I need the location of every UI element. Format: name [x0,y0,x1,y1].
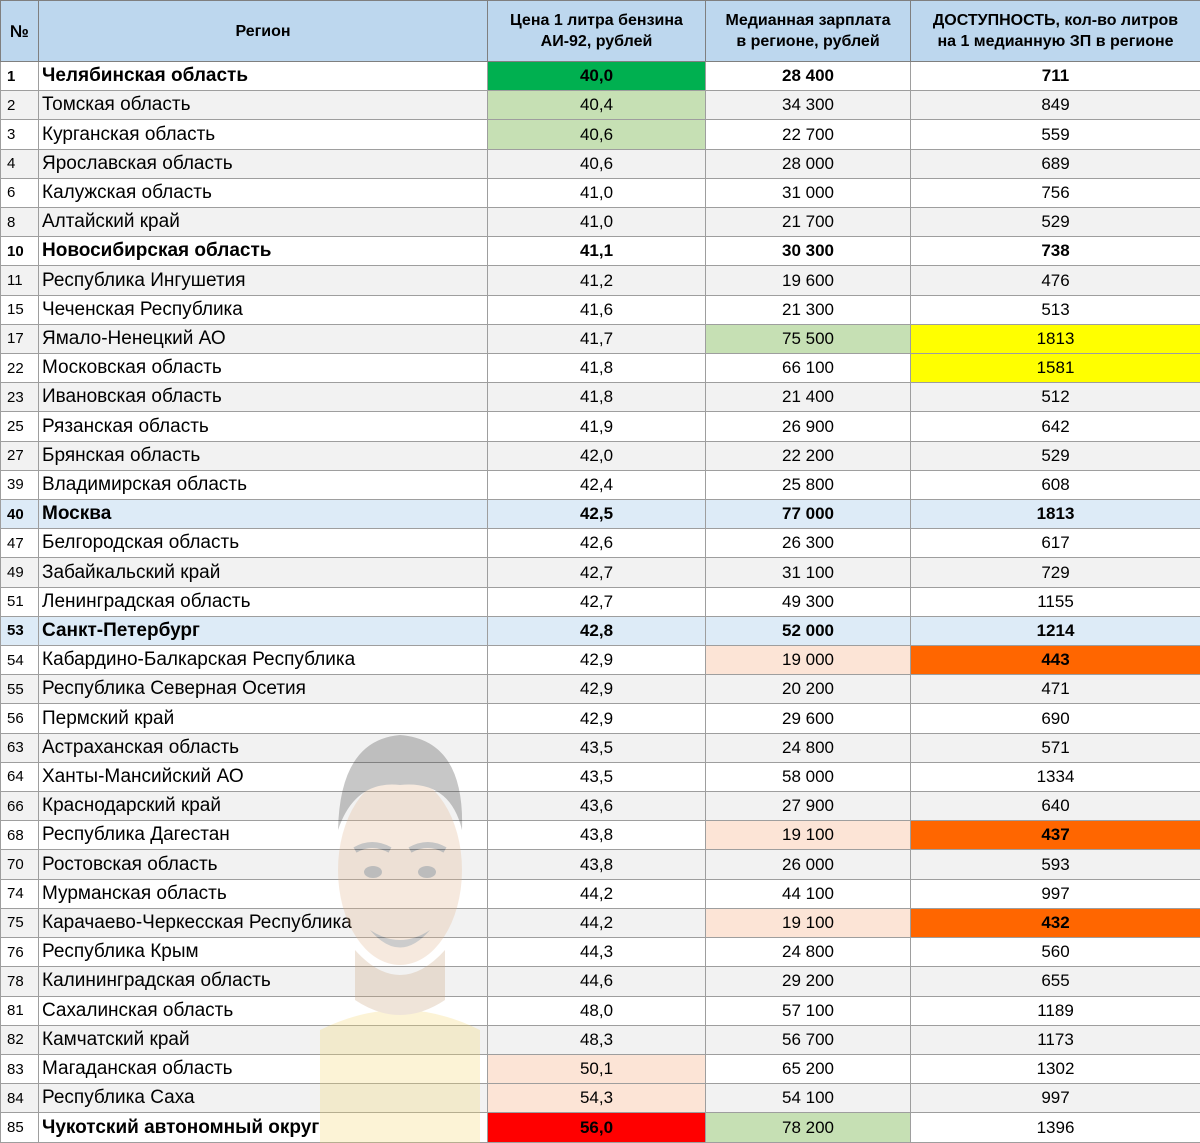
salary-cell[interactable]: 26 000 [706,850,911,879]
region-cell[interactable]: Республика Саха [39,1084,488,1113]
header-access-line-1: ДОСТУПНОСТЬ, кол-во литров [932,12,1179,29]
price-cell[interactable]: 56,0 [488,1113,706,1143]
price-cell[interactable]: 41,8 [488,383,706,412]
row-number-cell[interactable]: 85 [1,1113,39,1143]
header-price[interactable] [488,1,706,62]
header-region[interactable]: Регион [39,1,488,62]
salary-cell[interactable]: 19 600 [706,266,911,295]
accessibility-cell[interactable]: 729 [911,558,1200,587]
table-row [1,266,1200,295]
region-cell[interactable]: Брянская область [39,441,488,470]
accessibility-cell[interactable]: 711 [911,62,1200,91]
salary-cell[interactable]: 24 800 [706,938,911,967]
table-row [1,587,1200,616]
region-cell[interactable]: Республика Крым [39,938,488,967]
row-number-cell[interactable]: 1 [1,62,39,91]
header-price-line-1: Цена 1 литра бензина [510,12,683,29]
accessibility-cell[interactable]: 476 [911,266,1200,295]
price-cell[interactable]: 48,0 [488,996,706,1025]
table-row [1,208,1200,237]
price-cell[interactable]: 44,3 [488,938,706,967]
table-row [1,383,1200,412]
row-number-cell[interactable]: 10 [1,237,39,266]
header-salary-line-1: Медианная зарплата [725,12,891,29]
region-cell[interactable]: Краснодарский край [39,792,488,821]
price-cell[interactable]: 40,6 [488,149,706,178]
region-cell[interactable]: Владимирская область [39,470,488,499]
accessibility-cell[interactable]: 655 [911,967,1200,996]
accessibility-cell[interactable]: 593 [911,850,1200,879]
table-row [1,412,1200,441]
salary-cell[interactable]: 57 100 [706,996,911,1025]
accessibility-cell[interactable]: 1173 [911,1025,1200,1054]
accessibility-cell[interactable]: 1813 [911,324,1200,353]
row-number-cell[interactable]: 66 [1,792,39,821]
salary-cell[interactable]: 28 400 [706,62,911,91]
salary-cell[interactable]: 19 100 [706,821,911,850]
accessibility-cell[interactable]: 997 [911,1084,1200,1113]
price-cell[interactable]: 42,8 [488,616,706,645]
row-number-cell[interactable]: 56 [1,704,39,733]
region-cell[interactable]: Рязанская область [39,412,488,441]
accessibility-cell[interactable]: 513 [911,295,1200,324]
header-salary[interactable] [706,1,911,62]
row-number-cell[interactable]: 54 [1,646,39,675]
accessibility-cell[interactable]: 571 [911,733,1200,762]
row-number-cell[interactable]: 74 [1,879,39,908]
accessibility-cell[interactable]: 529 [911,208,1200,237]
price-cell[interactable]: 42,0 [488,441,706,470]
salary-cell[interactable]: 30 300 [706,237,911,266]
region-cell[interactable]: Ханты-Мансийский АО [39,762,488,791]
header-row [1,1,1200,62]
header-salary-line-2: в регионе, рублей [736,33,880,50]
accessibility-cell[interactable]: 471 [911,675,1200,704]
salary-cell[interactable]: 19 100 [706,908,911,937]
region-cell[interactable]: Ямало-Ненецкий АО [39,324,488,353]
price-cell[interactable]: 41,8 [488,354,706,383]
region-cell[interactable]: Республика Дагестан [39,821,488,850]
accessibility-cell[interactable]: 640 [911,792,1200,821]
row-number-cell[interactable]: 23 [1,383,39,412]
row-number-cell[interactable]: 78 [1,967,39,996]
row-number-cell[interactable]: 40 [1,500,39,529]
table-row [1,354,1200,383]
table-row [1,646,1200,675]
table-row [1,441,1200,470]
accessibility-cell[interactable]: 690 [911,704,1200,733]
table-row [1,1025,1200,1054]
region-cell[interactable]: Ленинградская область [39,587,488,616]
salary-cell[interactable]: 29 200 [706,967,911,996]
accessibility-cell[interactable]: 432 [911,908,1200,937]
price-cell[interactable]: 43,5 [488,762,706,791]
salary-cell[interactable]: 21 700 [706,208,911,237]
accessibility-cell[interactable]: 512 [911,383,1200,412]
row-number-cell[interactable]: 75 [1,908,39,937]
price-cell[interactable]: 40,6 [488,120,706,149]
region-cell[interactable]: Пермский край [39,704,488,733]
accessibility-cell[interactable]: 617 [911,529,1200,558]
region-cell[interactable]: Мурманская область [39,879,488,908]
table-row [1,1113,1200,1143]
accessibility-cell[interactable]: 437 [911,821,1200,850]
price-cell[interactable]: 42,9 [488,646,706,675]
table-row [1,996,1200,1025]
row-number-cell[interactable]: 83 [1,1054,39,1083]
region-cell[interactable]: Ростовская область [39,850,488,879]
region-cell[interactable]: Калужская область [39,178,488,207]
price-cell[interactable]: 41,2 [488,266,706,295]
price-cell[interactable]: 41,0 [488,178,706,207]
salary-cell[interactable]: 19 000 [706,646,911,675]
accessibility-cell[interactable]: 642 [911,412,1200,441]
region-cell[interactable]: Сахалинская область [39,996,488,1025]
price-cell[interactable]: 41,9 [488,412,706,441]
accessibility-cell[interactable]: 738 [911,237,1200,266]
salary-cell[interactable]: 52 000 [706,616,911,645]
table-row [1,792,1200,821]
accessibility-cell[interactable]: 1155 [911,587,1200,616]
region-cell[interactable]: Ярославская область [39,149,488,178]
region-cell[interactable]: Кабардино-Балкарская Республика [39,646,488,675]
table-row [1,879,1200,908]
accessibility-cell[interactable]: 1189 [911,996,1200,1025]
accessibility-cell[interactable]: 1813 [911,500,1200,529]
table-row [1,850,1200,879]
price-cell[interactable]: 42,5 [488,500,706,529]
row-number-cell[interactable]: 70 [1,850,39,879]
row-number-cell[interactable]: 49 [1,558,39,587]
price-cell[interactable]: 43,5 [488,733,706,762]
salary-cell[interactable]: 75 500 [706,324,911,353]
row-number-cell[interactable]: 27 [1,441,39,470]
region-cell[interactable]: Республика Ингушетия [39,266,488,295]
region-cell[interactable]: Челябинская область [39,62,488,91]
salary-cell[interactable]: 26 900 [706,412,911,441]
accessibility-cell[interactable]: 1581 [911,354,1200,383]
salary-cell[interactable]: 56 700 [706,1025,911,1054]
salary-cell[interactable]: 27 900 [706,792,911,821]
region-cell[interactable]: Забайкальский край [39,558,488,587]
price-cell[interactable]: 40,0 [488,62,706,91]
region-cell[interactable]: Астраханская область [39,733,488,762]
row-number-cell[interactable]: 84 [1,1084,39,1113]
table-row [1,500,1200,529]
row-number-cell[interactable]: 55 [1,675,39,704]
region-cell[interactable]: Республика Северная Осетия [39,675,488,704]
row-number-cell[interactable]: 68 [1,821,39,850]
salary-cell[interactable]: 31 100 [706,558,911,587]
row-number-cell[interactable]: 3 [1,120,39,149]
salary-cell[interactable]: 21 300 [706,295,911,324]
price-cell[interactable]: 41,1 [488,237,706,266]
table-row [1,821,1200,850]
region-cell[interactable]: Курганская область [39,120,488,149]
price-cell[interactable]: 42,4 [488,470,706,499]
row-number-cell[interactable]: 81 [1,996,39,1025]
table-row [1,529,1200,558]
table-row [1,675,1200,704]
accessibility-cell[interactable]: 689 [911,149,1200,178]
salary-cell[interactable]: 24 800 [706,733,911,762]
table-row [1,558,1200,587]
row-number-cell[interactable]: 76 [1,938,39,967]
row-number-cell[interactable]: 63 [1,733,39,762]
price-cell[interactable]: 42,6 [488,529,706,558]
row-number-cell[interactable]: 25 [1,412,39,441]
row-number-cell[interactable]: 51 [1,587,39,616]
region-cell[interactable]: Ивановская область [39,383,488,412]
salary-cell[interactable]: 20 200 [706,675,911,704]
accessibility-cell[interactable]: 1334 [911,762,1200,791]
accessibility-cell[interactable]: 560 [911,938,1200,967]
row-number-cell[interactable]: 2 [1,91,39,120]
accessibility-cell[interactable]: 997 [911,879,1200,908]
salary-cell[interactable]: 22 700 [706,120,911,149]
price-cell[interactable]: 41,0 [488,208,706,237]
price-cell[interactable]: 54,3 [488,1084,706,1113]
salary-cell[interactable]: 49 300 [706,587,911,616]
price-cell[interactable]: 41,7 [488,324,706,353]
salary-cell[interactable]: 22 200 [706,441,911,470]
row-number-cell[interactable]: 53 [1,616,39,645]
salary-cell[interactable]: 78 200 [706,1113,911,1143]
salary-cell[interactable]: 28 000 [706,149,911,178]
price-cell[interactable]: 44,2 [488,908,706,937]
accessibility-cell[interactable]: 1396 [911,1113,1200,1143]
region-cell[interactable]: Москва [39,500,488,529]
salary-cell[interactable]: 66 100 [706,354,911,383]
row-number-cell[interactable]: 4 [1,149,39,178]
accessibility-cell[interactable]: 849 [911,91,1200,120]
row-number-cell[interactable]: 11 [1,266,39,295]
region-cell[interactable]: Камчатский край [39,1025,488,1054]
table-row [1,908,1200,937]
salary-cell[interactable]: 25 800 [706,470,911,499]
row-number-cell[interactable]: 39 [1,470,39,499]
table-row [1,324,1200,353]
salary-cell[interactable]: 26 300 [706,529,911,558]
region-cell[interactable]: Магаданская область [39,1054,488,1083]
row-number-cell[interactable]: 82 [1,1025,39,1054]
region-cell[interactable]: Карачаево-Черкесская Республика [39,908,488,937]
accessibility-cell[interactable]: 529 [911,441,1200,470]
region-cell[interactable]: Калининградская область [39,967,488,996]
salary-cell[interactable]: 44 100 [706,879,911,908]
price-cell[interactable]: 48,3 [488,1025,706,1054]
region-cell[interactable]: Чеченская Республика [39,295,488,324]
price-cell[interactable]: 42,9 [488,675,706,704]
price-cell[interactable]: 43,6 [488,792,706,821]
table-row [1,91,1200,120]
region-cell[interactable]: Чукотский автономный округ [39,1113,488,1143]
salary-cell[interactable]: 77 000 [706,500,911,529]
table-row [1,237,1200,266]
salary-cell[interactable]: 34 300 [706,91,911,120]
price-cell[interactable]: 44,2 [488,879,706,908]
header-accessibility[interactable] [911,1,1200,62]
salary-cell[interactable]: 54 100 [706,1084,911,1113]
table-row [1,762,1200,791]
row-number-cell[interactable]: 47 [1,529,39,558]
header-number[interactable]: № [1,1,39,62]
row-number-cell[interactable]: 64 [1,762,39,791]
region-cell[interactable]: Санкт-Петербург [39,616,488,645]
table-row [1,178,1200,207]
region-cell[interactable]: Новосибирская область [39,237,488,266]
table-row [1,1054,1200,1083]
price-cell[interactable]: 40,4 [488,91,706,120]
accessibility-cell[interactable]: 443 [911,646,1200,675]
table-row [1,149,1200,178]
salary-cell[interactable]: 21 400 [706,383,911,412]
header-price-line-2: АИ-92, рублей [540,33,653,50]
price-cell[interactable]: 42,7 [488,558,706,587]
accessibility-cell[interactable]: 756 [911,178,1200,207]
region-cell[interactable]: Белгородская область [39,529,488,558]
accessibility-cell[interactable]: 1302 [911,1054,1200,1083]
price-cell[interactable]: 50,1 [488,1054,706,1083]
table-row [1,295,1200,324]
row-number-cell[interactable]: 6 [1,178,39,207]
table-row [1,704,1200,733]
table-body [1,62,1200,1143]
header-access-line-2: на 1 медианную ЗП в регионе [937,33,1174,50]
table-row [1,967,1200,996]
salary-cell[interactable]: 31 000 [706,178,911,207]
region-cell[interactable]: Московская область [39,354,488,383]
accessibility-cell[interactable]: 1214 [911,616,1200,645]
region-cell[interactable]: Томская область [39,91,488,120]
price-cell[interactable]: 42,7 [488,587,706,616]
price-cell[interactable]: 43,8 [488,821,706,850]
accessibility-cell[interactable]: 608 [911,470,1200,499]
table-row [1,62,1200,91]
row-number-cell[interactable]: 8 [1,208,39,237]
price-cell[interactable]: 42,9 [488,704,706,733]
table-row [1,938,1200,967]
row-number-cell[interactable]: 17 [1,324,39,353]
table-row [1,1084,1200,1113]
salary-cell[interactable]: 65 200 [706,1054,911,1083]
row-number-cell[interactable]: 15 [1,295,39,324]
table-row [1,733,1200,762]
price-cell[interactable]: 43,8 [488,850,706,879]
price-cell[interactable]: 41,6 [488,295,706,324]
accessibility-cell[interactable]: 559 [911,120,1200,149]
salary-cell[interactable]: 29 600 [706,704,911,733]
price-cell[interactable]: 44,6 [488,967,706,996]
table-row [1,470,1200,499]
table-row [1,120,1200,149]
row-number-cell[interactable]: 22 [1,354,39,383]
salary-cell[interactable]: 58 000 [706,762,911,791]
table-row [1,616,1200,645]
region-cell[interactable]: Алтайский край [39,208,488,237]
